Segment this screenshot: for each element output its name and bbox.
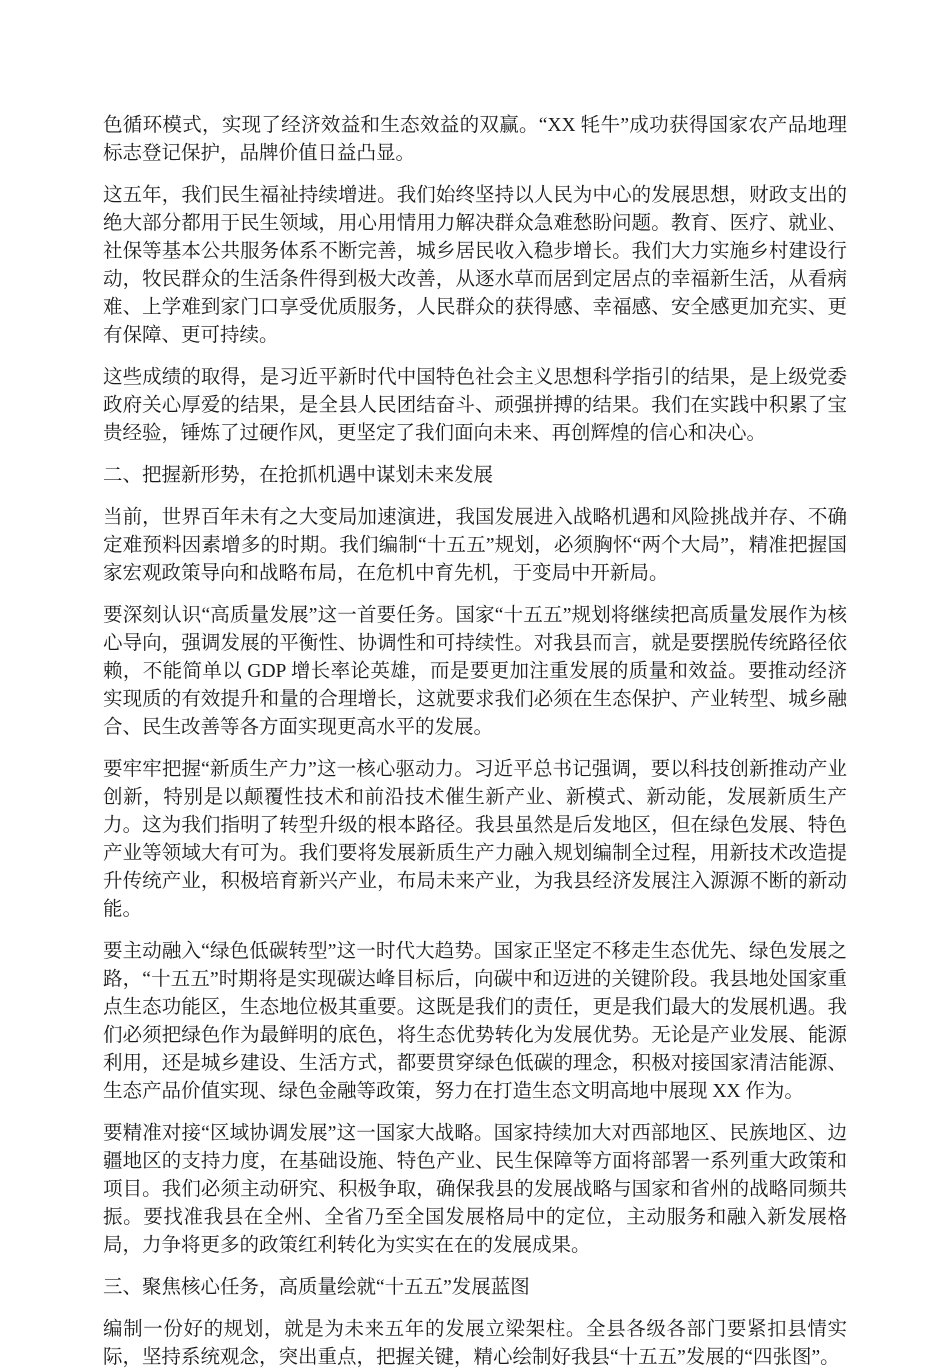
- paragraph: 要主动融入“绿色低碳转型”这一时代大趋势。国家正坚定不移走生态优先、绿色发展之路，“十五五”时期将是实现碳达峰目标后，向碳中和迈进的关键阶段。我县地处国家重点生态功能区，生态地位极其重要。这既是我们的责任，更是我们最大的发展机遇。我们必须把绿色作为最鲜明的底色，将生态优势转化为发展优势。无论是产业发展、能源利用，还是城乡建设、生活方式，都要贯穿绿色低碳的理念，积极对接国家清洁能源、生态产品价值实现、绿色金融等政策，努力在打造生态文明高地中展现 XX 作为。: [103, 941, 847, 1102]
- paragraph: 当前，世界百年未有之大变局加速演进，我国发展进入战略机遇和风险挑战并存、不确定难预料因素增多的时期。我们编制“十五五”规划，必须胸怀“两个大局”，精准把握国家宏观政策导向和战略布局，在危机中育先机，于变局中开新局。: [103, 507, 847, 584]
- paragraph: 要牢牢把握“新质生产力”这一核心驱动力。习近平总书记强调，要以科技创新推动产业创新，特别是以颠覆性技术和前沿技术催生新产业、新模式、新动能，发展新质生产力。这为我们指明了转型升级的根本路径。我县虽然是后发地区，但在绿色发展、特色产业等领域大有可为。我们要将发展新质生产力融入规划编制全过程，用新技术改造提升传统产业，积极培育新兴产业，布局未来产业，为我县经济发展注入源源不断的新动能。: [103, 759, 847, 920]
- paragraph: 编制一份好的规划，就是为未来五年的发展立梁架柱。全县各级各部门要紧扣县情实际，坚持系统观念，突出重点，把握关键，精心绘制好我县“十五五”发展的“四张图”。: [103, 1319, 847, 1368]
- paragraph: 这五年，我们民生福祉持续增进。我们始终坚持以人民为中心的发展思想，财政支出的绝大部分都用于民生领域，用心用情用力解决群众急难愁盼问题。教育、医疗、就业、社保等基本公共服务体系不断完善，城乡居民收入稳步增长。我们大力实施乡村建设行动，牧民群众的生活条件得到极大改善，从逐水草而居到定居点的幸福新生活，从看病难、上学难到家门口享受优质服务，人民群众的获得感、幸福感、安全感更加充实、更有保障、更可持续。: [103, 185, 847, 346]
- paragraph: 这些成绩的取得，是习近平新时代中国特色社会主义思想科学指引的结果，是上级党委政府关心厚爱的结果，是全县人民团结奋斗、顽强拼搏的结果。我们在实践中积累了宝贵经验，锤炼了过硬作风，更坚定了我们面向未来、再创辉煌的信心和决心。: [103, 367, 847, 444]
- paragraph: 要精准对接“区域协调发展”这一国家大战略。国家持续加大对西部地区、民族地区、边疆地区的支持力度，在基础设施、特色产业、民生保障等方面将部署一系列重大政策和项目。我们必须主动研究、积极争取，确保我县的发展战略与国家和省州的战略同频共振。要找准我县在全州、全省乃至全国发展格局中的定位，主动服务和融入新发展格局，力争将更多的政策红利转化为实实在在的发展成果。: [103, 1123, 847, 1256]
- paragraph-continuation: 色循环模式，实现了经济效益和生态效益的双赢。“XX 牦牛”成功获得国家农产品地理标志登记保护，品牌价值日益凸显。: [103, 115, 847, 164]
- section-heading-3: 三、聚焦核心任务，高质量绘就“十五五”发展蓝图: [103, 1277, 530, 1298]
- paragraph: 要深刻认识“高质量发展”这一首要任务。国家“十五五”规划将继续把高质量发展作为核心导向，强调发展的平衡性、协调性和可持续性。对我县而言，就是要摆脱传统路径依赖，不能简单以 GDP 增长率论英雄，而是要更加注重发展的质量和效益。要推动经济实现质的有效提升和量的合理增长，这就要求我们必须在生态保护、产业转型、城乡融合、民生改善等各方面实现更高水平的发展。: [103, 605, 847, 738]
- section-heading-2: 二、把握新形势，在抢抓机遇中谋划未来发展: [103, 465, 494, 486]
